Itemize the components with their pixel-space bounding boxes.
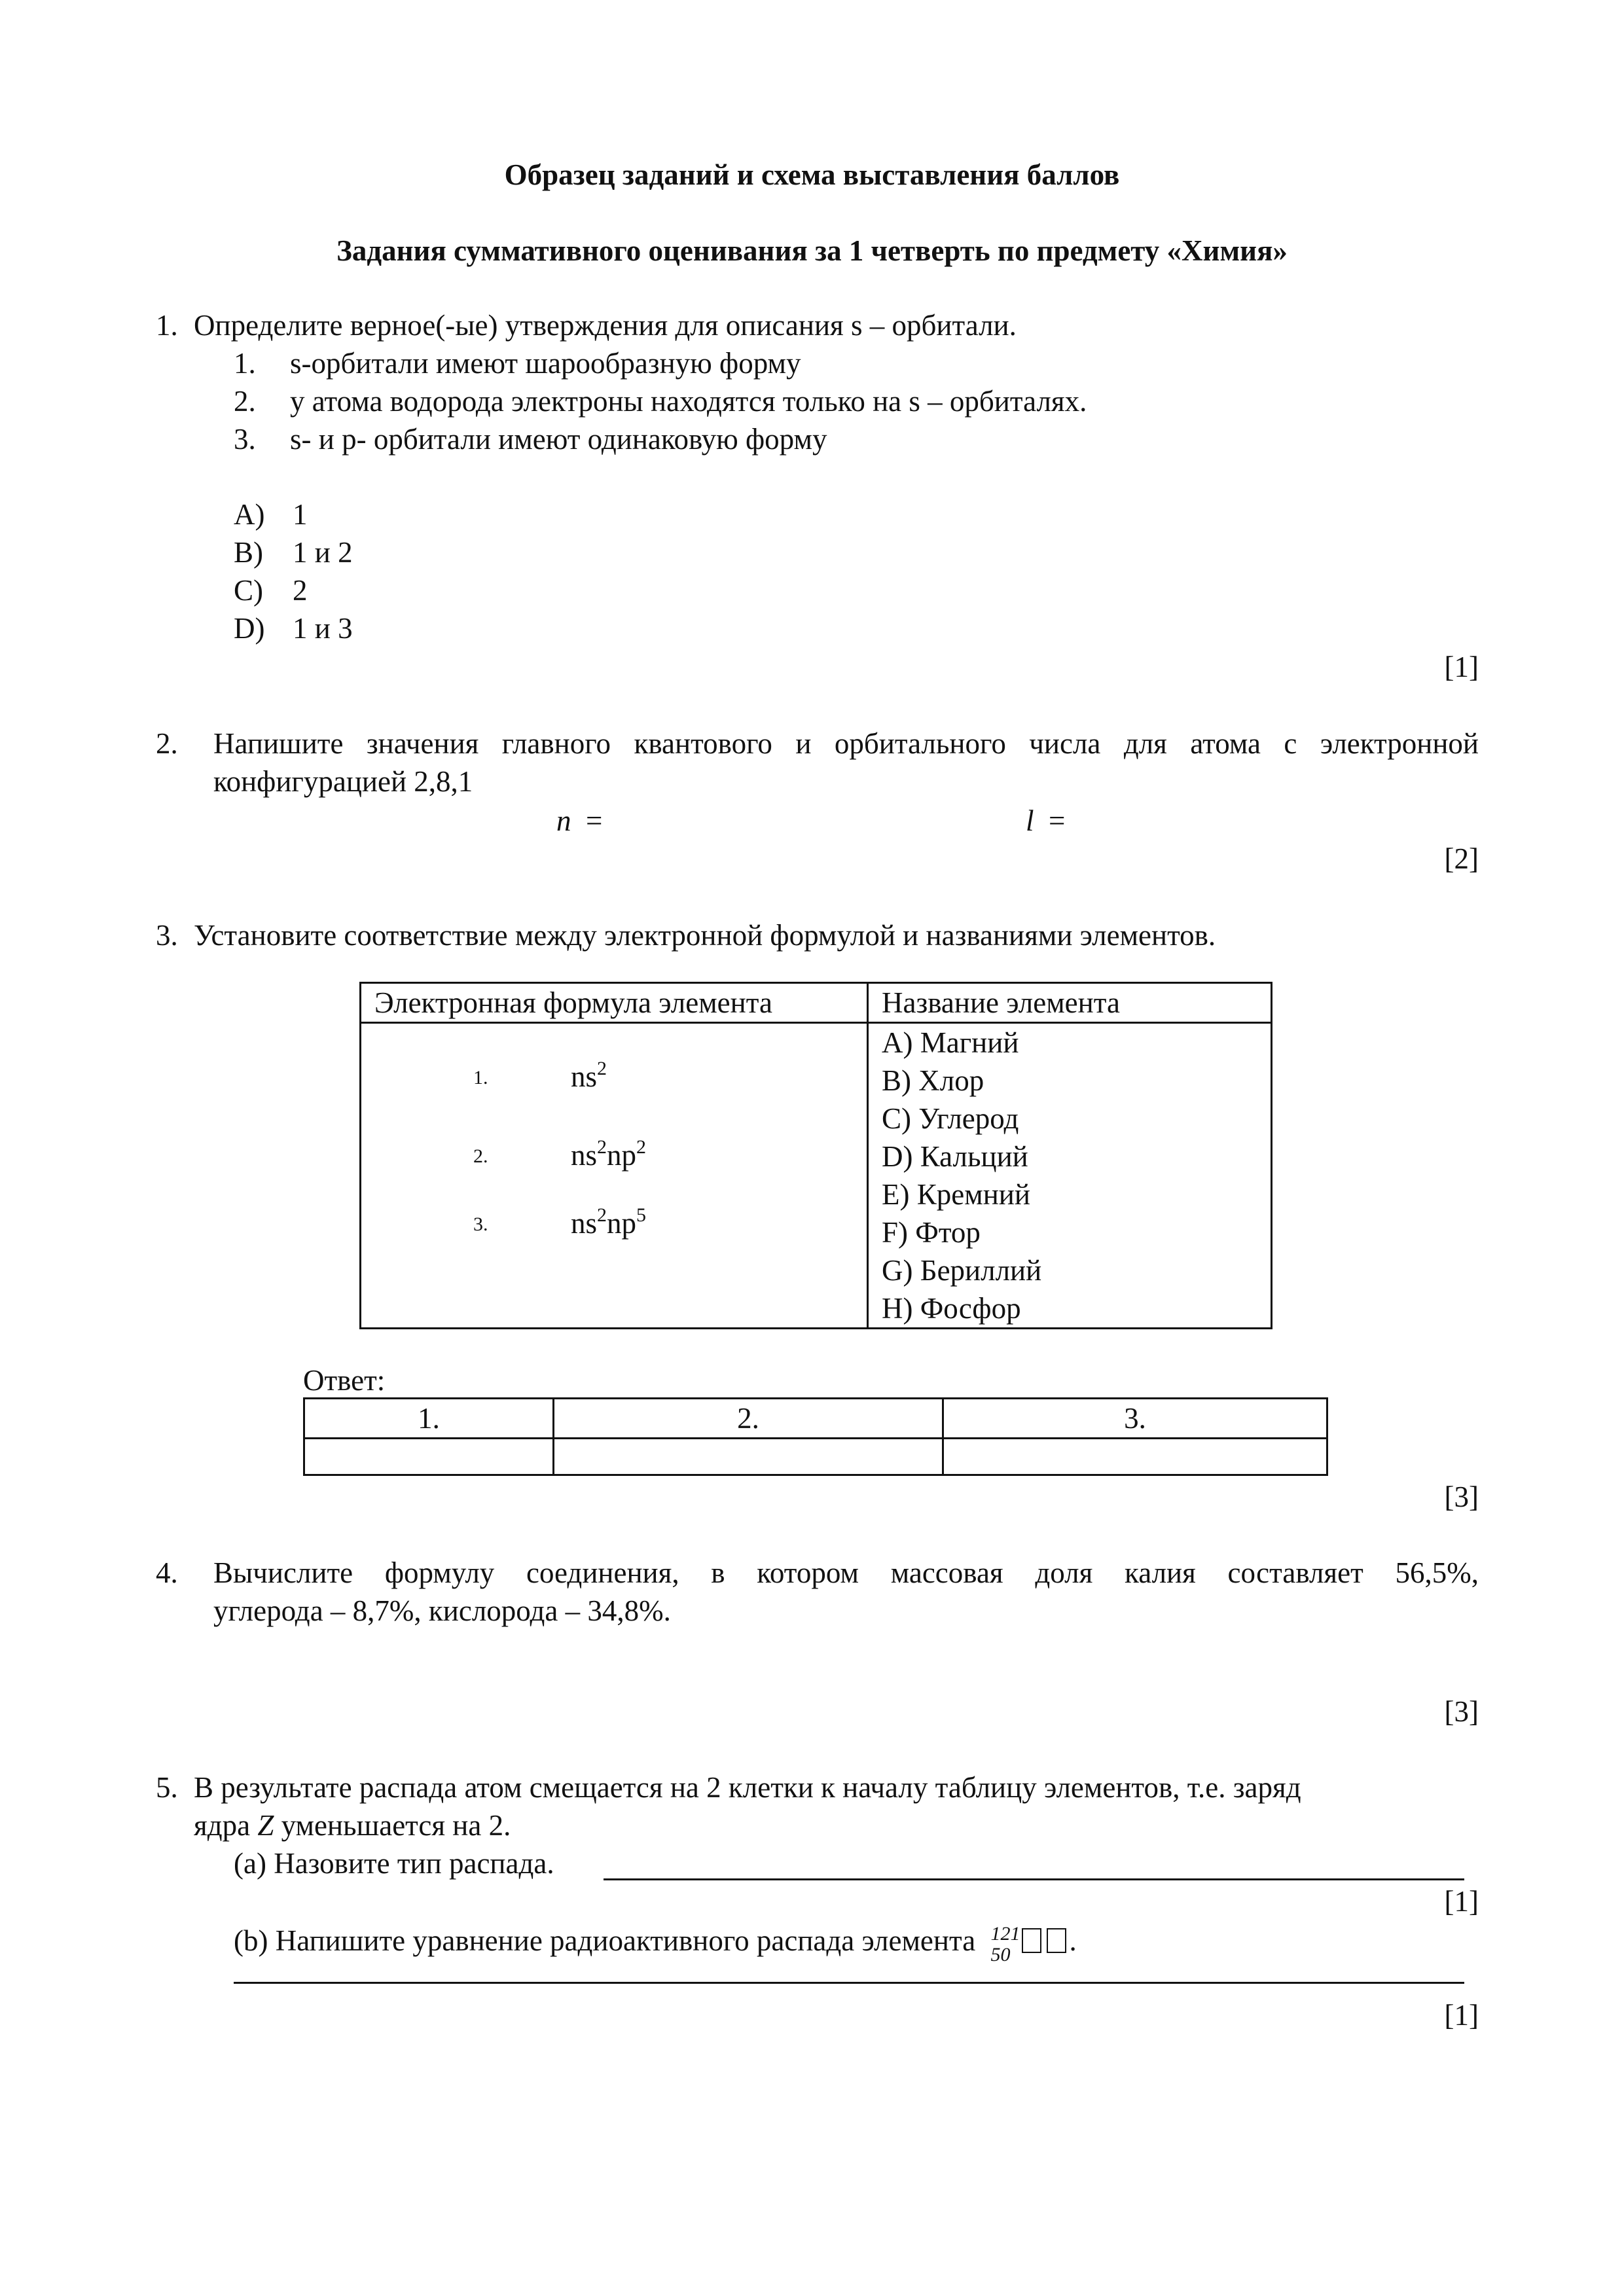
q4-line2: углерода – 8,7%, кислорода – 34,8%. xyxy=(213,1594,671,1627)
q5-part-a: (a) Назовите тип распада. xyxy=(234,1847,554,1880)
q1-option-text: 1 и 2 xyxy=(293,536,353,569)
q3-table-header: Электронная формула элемента xyxy=(361,983,868,1023)
q2-number: 2. xyxy=(156,727,178,760)
q3-number: 3. xyxy=(156,919,178,952)
q3-answer-header: 3. xyxy=(943,1399,1327,1439)
q4-line1: Вычислите формулу соединения, в котором массовая доля калия составляет 56,5%, xyxy=(213,1556,1479,1589)
q3-element: E) Кремний xyxy=(882,1178,1030,1211)
q5-part-b-text: (b) Напишите уравнение радиоактивного распада элемента xyxy=(234,1924,976,1957)
q1-number: 1. xyxy=(156,309,178,342)
q3-element: D) Кальций xyxy=(882,1140,1028,1173)
q5-z-symbol: Z xyxy=(257,1809,274,1842)
q1-option-letter: A) xyxy=(234,498,265,531)
q2-score: [2] xyxy=(1444,842,1479,875)
q3-text: Установите соответствие между электронной формулой и названиями элементов. xyxy=(194,919,1216,952)
q1-option-text: 2 xyxy=(293,574,308,607)
missing-glyph-icon xyxy=(1022,1928,1041,1953)
q3-formula-num: 1. xyxy=(473,1067,488,1088)
q3-formula xyxy=(571,1204,646,1242)
q1-statement-text: s-орбитали имеют шарообразную форму xyxy=(290,347,801,380)
q5-line2-text: уменьшается на 2. xyxy=(274,1809,511,1842)
q5-score-a: [1] xyxy=(1444,1885,1479,1918)
q2-l-label: l xyxy=(1026,804,1034,837)
q3-formula xyxy=(571,1136,646,1174)
q1-option-letter: C) xyxy=(234,574,263,607)
q5-part-b xyxy=(234,1922,1077,1965)
q1-option-text: 1 xyxy=(293,498,308,531)
q3-answer-table xyxy=(303,1397,1328,1476)
q5-part-b-period: . xyxy=(1069,1924,1077,1957)
q3-formula-exp: 2 xyxy=(636,1136,647,1158)
q3-matching-table xyxy=(359,982,1272,1329)
q3-element: B) Хлор xyxy=(882,1064,984,1097)
q3-formula-exp: 2 xyxy=(597,1204,607,1226)
q5-part-a-answer-line[interactable] xyxy=(604,1844,1464,1880)
q4-score: [3] xyxy=(1444,1695,1479,1728)
q3-formula-num: 3. xyxy=(473,1213,488,1235)
q3-element: G) Бериллий xyxy=(882,1254,1042,1287)
q5-line2 xyxy=(194,1806,511,1844)
q2-line2: конфигурацией 2,8,1 xyxy=(213,765,473,798)
q3-element: F) Фтор xyxy=(882,1216,981,1249)
q3-formula-exp: 2 xyxy=(597,1136,607,1158)
q1-statement-text: у атома водорода электроны находятся только на s – орбиталях. xyxy=(290,385,1087,418)
q3-element: H) Фосфор xyxy=(882,1292,1021,1325)
q5-line1: В результате распада атом смещается на 2 клетки к началу таблицу элементов, т.е. заряд xyxy=(194,1771,1301,1804)
q3-formula-exp: 5 xyxy=(636,1204,647,1226)
q3-formula-exp: 2 xyxy=(597,1058,607,1079)
q1-option-text: 1 и 3 xyxy=(293,612,353,645)
q5-isotope-charge: 50 xyxy=(990,1944,1011,1965)
q1-score: [1] xyxy=(1444,651,1479,683)
q5-line2-text: ядра xyxy=(194,1809,258,1842)
q5-part-b-answer-line[interactable] xyxy=(234,1964,1464,1984)
q3-formula-base: ns xyxy=(571,1060,598,1093)
q3-formula-cell xyxy=(361,1023,868,1329)
q2-l-field xyxy=(1026,802,1065,840)
q3-formula xyxy=(571,1058,607,1096)
q2-n-field xyxy=(556,802,602,840)
q5-isotope xyxy=(983,1922,1020,1965)
q3-answer-label: Ответ: xyxy=(303,1364,386,1397)
q2-line1: Напишите значения главного квантового и орбитального числа для атома с электронной xyxy=(213,727,1479,760)
q3-answer-cell[interactable] xyxy=(554,1439,943,1475)
q3-answer-header: 2. xyxy=(554,1399,943,1439)
q3-formula-num: 2. xyxy=(473,1145,488,1167)
q3-elements-cell xyxy=(868,1023,1272,1329)
q2-n-label: n xyxy=(556,804,571,837)
q1-option-letter: D) xyxy=(234,612,265,645)
q3-answer-header: 1. xyxy=(304,1399,554,1439)
q2-n-equals: = xyxy=(586,804,603,837)
q5-number: 5. xyxy=(156,1771,178,1804)
q2-l-equals: = xyxy=(1049,804,1066,837)
page-subtitle: Задания суммативного оценивания за 1 четверть по предмету «Химия» xyxy=(336,234,1288,267)
q1-statement-num: 2. xyxy=(234,385,256,418)
q1-statement-num: 3. xyxy=(234,423,256,456)
q3-formula-base: np xyxy=(607,1207,637,1240)
q3-formula-base: np xyxy=(607,1139,637,1172)
q5-isotope-mass: 121 xyxy=(990,1923,1020,1945)
q3-answer-cell[interactable] xyxy=(943,1439,1327,1475)
q4-number: 4. xyxy=(156,1556,178,1589)
q1-statement-num: 1. xyxy=(234,347,256,380)
q1-text: Определите верное(-ые) утверждения для описания s – орбитали. xyxy=(194,309,1017,342)
page-title: Образец заданий и схема выставления баллов xyxy=(504,158,1120,191)
q3-score: [3] xyxy=(1444,1480,1479,1513)
q3-element: A) Магний xyxy=(882,1026,1019,1059)
q3-formula-base: ns xyxy=(571,1139,598,1172)
q1-option-letter: B) xyxy=(234,536,263,569)
q5-score-b: [1] xyxy=(1444,1999,1479,2032)
q3-table-header: Название элемента xyxy=(868,983,1272,1023)
q3-formula-base: ns xyxy=(571,1207,598,1240)
q1-statement-text: s- и p- орбитали имеют одинаковую форму xyxy=(290,423,827,456)
missing-glyph-icon xyxy=(1047,1928,1066,1953)
q3-answer-cell[interactable] xyxy=(304,1439,554,1475)
q3-element: C) Углерод xyxy=(882,1102,1019,1135)
